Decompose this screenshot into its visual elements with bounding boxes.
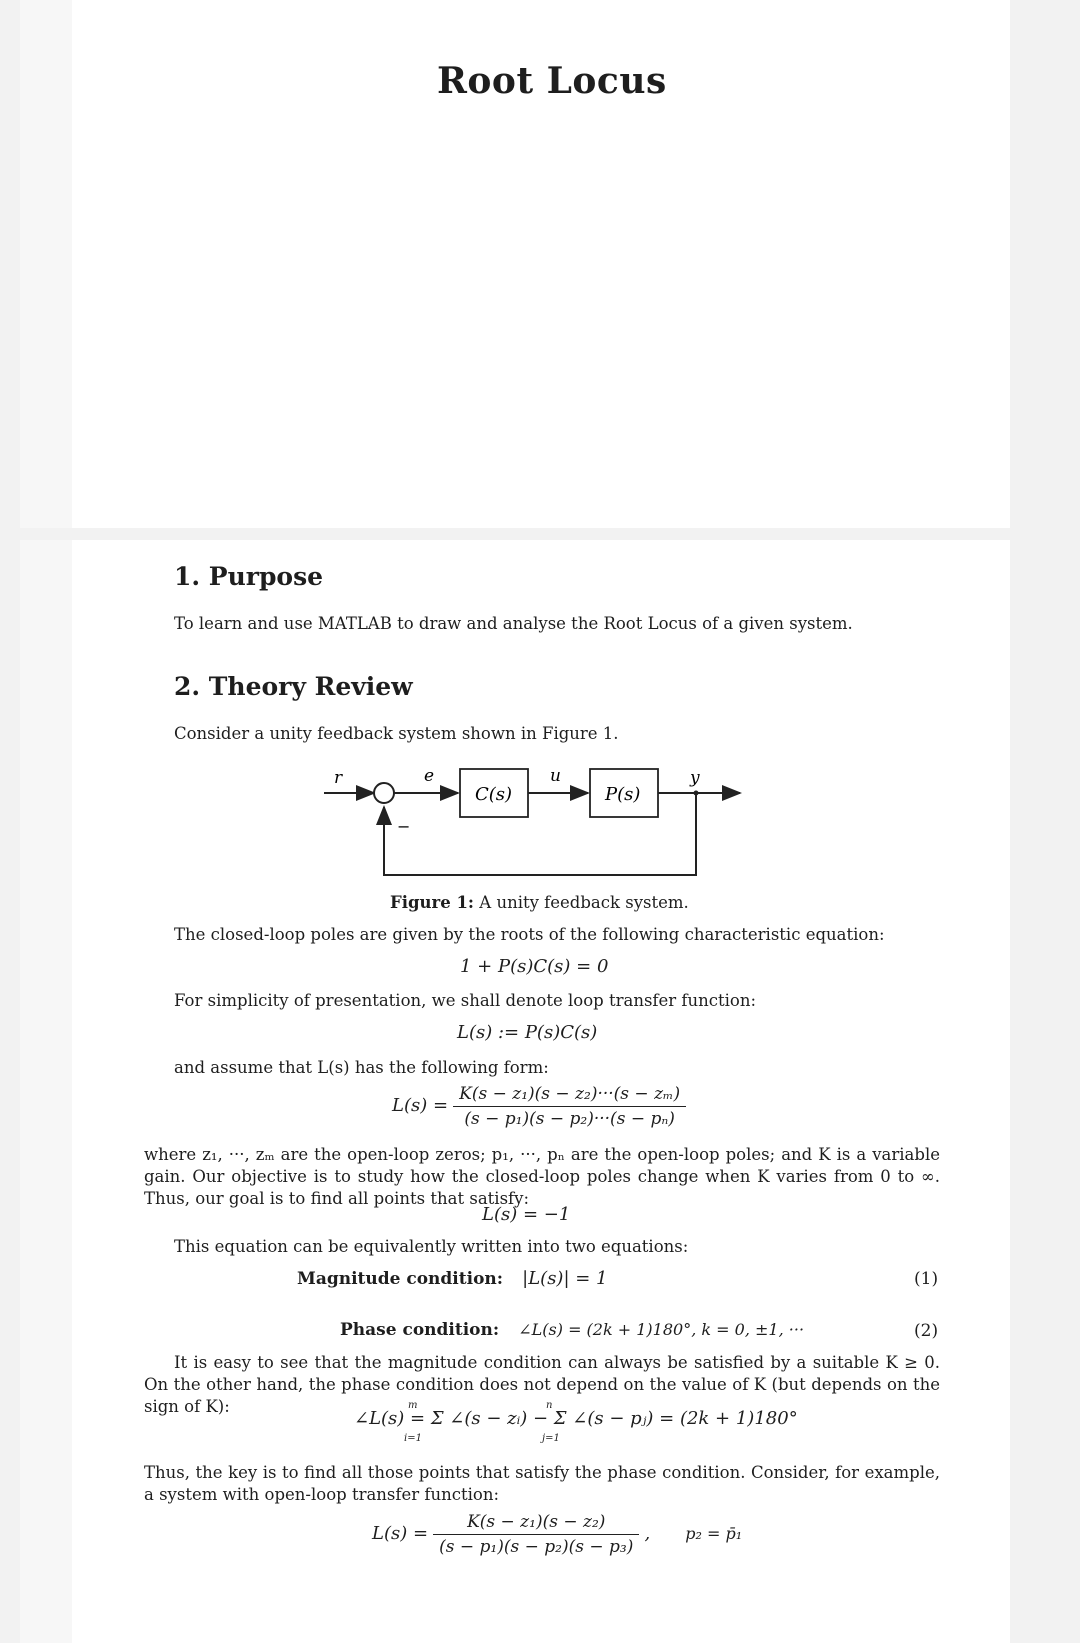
closed-loop-text: The closed-loop poles are given by the roots of the following characteristic equation: <box>174 925 885 944</box>
title-page <box>72 0 1010 528</box>
equation-number-1: (1) <box>914 1269 939 1289</box>
loop-numerator: K(s − z₁)(s − z₂)···(s − zₘ) <box>453 1084 686 1107</box>
loop-lhs: L(s) = <box>392 1095 449 1116</box>
phase-condition <box>340 1320 804 1340</box>
loop-fraction <box>453 1084 686 1129</box>
left-edge-lower <box>20 540 72 1643</box>
theory-intro: Consider a unity feedback system shown in Figure 1. <box>174 724 619 743</box>
example-fraction <box>433 1512 639 1557</box>
assume-text: and assume that L(s) has the following form: <box>174 1058 549 1077</box>
magnitude-condition <box>297 1268 608 1289</box>
purpose-text: To learn and use MATLAB to draw and analyse the Root Locus of a given system. <box>174 614 853 633</box>
angle-sum-expression: ∠L(s) = Σ ∠(s − zᵢ) − Σ ∠(s − pⱼ) = (2k + 1)180° <box>354 1408 798 1429</box>
characteristic-equation: 1 + P(s)C(s) = 0 <box>460 956 609 977</box>
figure-text: A unity feedback system. <box>479 893 689 912</box>
phase-label: Phase condition: <box>340 1320 500 1340</box>
loop-denominator: (s − p₁)(s − p₂)···(s − pₙ) <box>464 1109 675 1129</box>
sum2-upper: n <box>546 1400 553 1411</box>
simplicity-text: For simplicity of presentation, we shall denote loop transfer function: <box>174 991 757 1010</box>
equivalent-text: This equation can be equivalently written into two equations: <box>174 1237 689 1256</box>
section-heading-purpose: 1. Purpose <box>174 562 324 591</box>
magnitude-equation: |L(s)| = 1 <box>522 1268 608 1289</box>
signal-e: e <box>424 766 435 786</box>
signal-r: r <box>334 768 343 788</box>
figure-caption <box>390 892 689 914</box>
example-note: p₂ = p̄₁ <box>685 1524 743 1543</box>
plant-label: P(s) <box>605 784 641 805</box>
example-denominator: (s − p₁)(s − p₂)(s − p₃) <box>439 1537 634 1557</box>
feedback-block-diagram <box>72 765 1010 905</box>
minus-sign: − <box>397 817 411 836</box>
signal-u: u <box>550 766 561 786</box>
summing-junction <box>374 783 394 803</box>
where-paragraph: where z₁, ···, zₘ are the open-loop zeros; p₁, ···, pₙ are the open-loop poles; and K is a variable gain. Our objective is to study how the closed-loop poles change when K varies from 0 to ∞. Thus, our goal is to find all points that satisfy: <box>144 1145 940 1208</box>
example-lhs: L(s) = <box>372 1523 429 1544</box>
loop-transfer-form <box>392 1084 686 1129</box>
sum1-lower: i=1 <box>404 1433 422 1444</box>
left-edge <box>20 0 72 528</box>
magnitude-label: Magnitude condition: <box>297 1269 504 1289</box>
example-comma: , <box>644 1523 651 1544</box>
example-transfer-function <box>372 1512 742 1557</box>
sum2-lower: j=1 <box>542 1433 560 1444</box>
signal-y: y <box>690 768 700 788</box>
easy-paragraph: It is easy to see that the magnitude condition can always be satisfied by a suitable K ≥ 0. On the other hand, the phase condition does not depend on the value of K (but depends on the sign of K): <box>144 1353 940 1416</box>
section-heading-theory: 2. Theory Review <box>174 672 413 701</box>
phase-equation: ∠L(s) = (2k + 1)180°, k = 0, ±1, ··· <box>518 1320 805 1339</box>
angle-sum-equation <box>354 1408 798 1429</box>
L-equals-minus-one: L(s) = −1 <box>482 1204 571 1225</box>
content-page <box>72 540 1010 1643</box>
loop-definition: L(s) := P(s)C(s) <box>457 1022 598 1043</box>
figure-label: Figure 1: <box>390 893 475 912</box>
equation-number-2: (2) <box>914 1321 939 1341</box>
sum1-upper: m <box>408 1400 418 1411</box>
example-numerator: K(s − z₁)(s − z₂) <box>433 1512 639 1535</box>
page-title: Root Locus <box>437 60 667 102</box>
controller-label: C(s) <box>475 784 513 805</box>
thus-paragraph: Thus, the key is to find all those points that satisfy the phase condition. Consider, for example, a system with open-loop transfer function: <box>144 1463 940 1504</box>
